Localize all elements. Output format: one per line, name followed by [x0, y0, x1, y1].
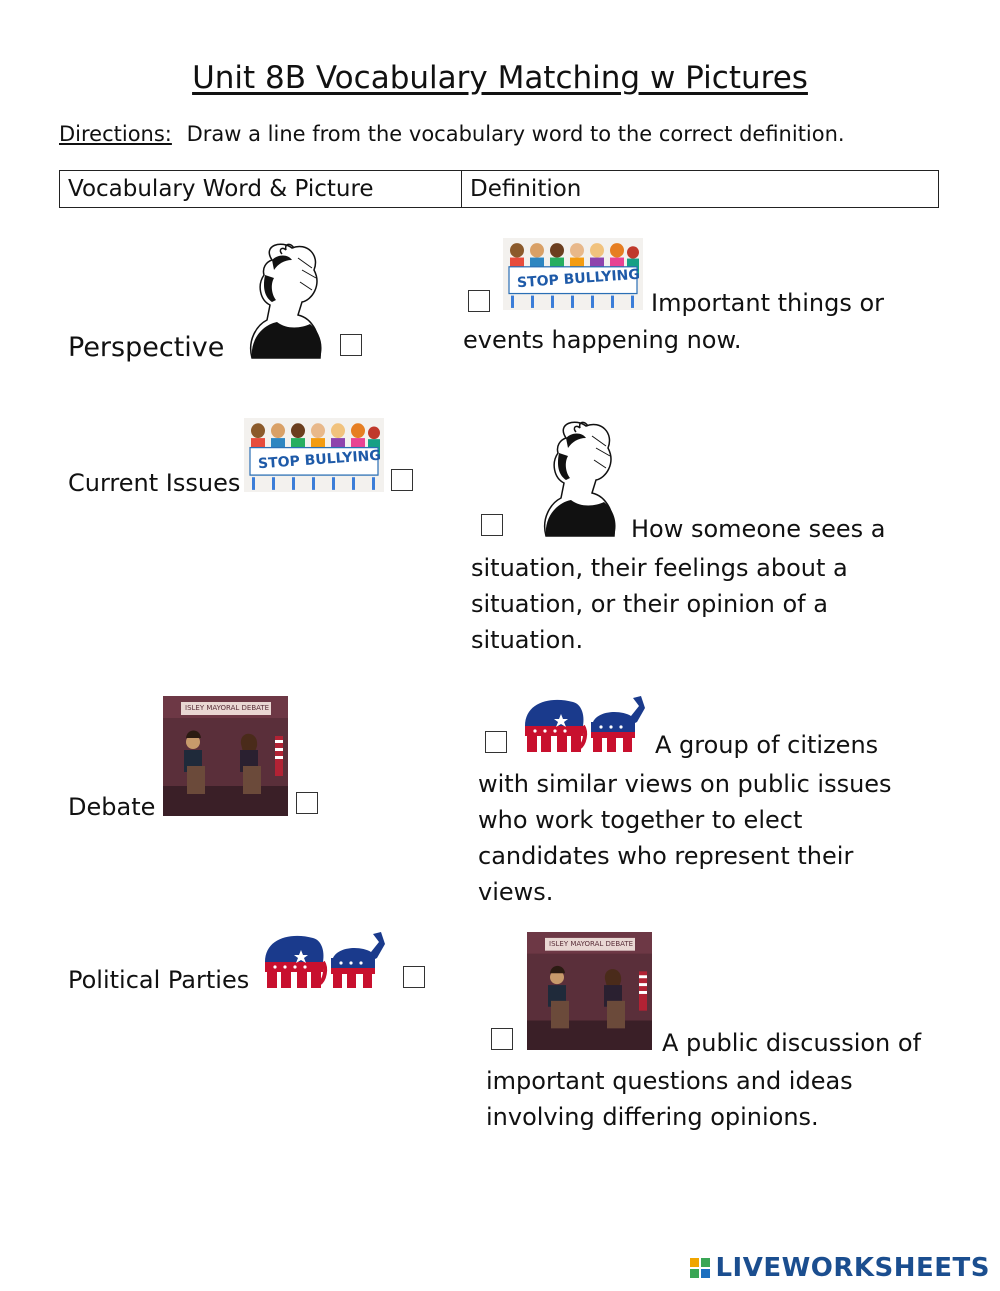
word-perspective: Perspective [68, 332, 225, 363]
word-political-parties-checkbox[interactable] [403, 966, 425, 988]
word-political-parties: Political Parties [68, 966, 250, 994]
definition-4-line1: A public discussion of [662, 1029, 922, 1057]
logo-blocks-icon [690, 1258, 710, 1278]
page-title: Unit 8B Vocabulary Matching w Pictures [192, 60, 808, 96]
definition-3-line1: A group of citizens [655, 731, 879, 759]
header-definition: Definition [470, 176, 582, 202]
definition-4-text: important questions and ideas involving differing opinions. [486, 1067, 853, 1131]
definition-2-text: situation, their feelings about a situation, or their opinion of a situation. [471, 554, 848, 654]
word-debate: Debate [68, 793, 156, 821]
header-vocabulary-word: Vocabulary Word & Picture [60, 171, 462, 207]
directions-text: Draw a line from the vocabulary word to the correct definition. [186, 122, 845, 146]
definition-3-text: with similar views on public issues who work together to elect candidates who represent their views. [478, 770, 892, 906]
word-debate-checkbox[interactable] [296, 792, 318, 814]
definition-2-line1: How someone sees a [631, 515, 886, 543]
elephant-donkey-picture [261, 928, 386, 990]
directions-label: Directions: [59, 122, 172, 146]
stop-bullying-picture [503, 238, 643, 310]
stop-bullying-banner-text: STOP BULLYING [257, 447, 382, 473]
woman-silhouette-picture [232, 240, 322, 360]
definition-1-checkbox[interactable] [468, 290, 490, 312]
logo-text: LIVEWORKSHEETS [715, 1253, 990, 1283]
definition-1-line1: Important things or [651, 289, 885, 317]
woman-silhouette-picture [526, 418, 616, 538]
word-current-issues-checkbox[interactable] [391, 469, 413, 491]
word-perspective-checkbox[interactable] [340, 334, 362, 356]
header-table [59, 170, 939, 208]
liveworksheets-logo [690, 1253, 990, 1283]
definition-3-checkbox[interactable] [485, 731, 507, 753]
word-current-issues: Current Issues [68, 469, 241, 497]
stop-bullying-banner-text: STOP BULLYING [516, 266, 641, 292]
definition-2-checkbox[interactable] [481, 514, 503, 536]
debate-banner-text: ISLEY MAYORAL DEBATE [549, 940, 634, 948]
stop-bullying-picture [244, 418, 384, 492]
debate-banner-text: ISLEY MAYORAL DEBATE [185, 704, 270, 712]
elephant-donkey-picture [521, 692, 646, 754]
definition-1-text: events happening now. [463, 326, 742, 354]
debate-stage-picture [163, 696, 288, 816]
definition-4-checkbox[interactable] [491, 1028, 513, 1050]
debate-stage-picture [527, 932, 652, 1050]
directions [59, 122, 845, 146]
